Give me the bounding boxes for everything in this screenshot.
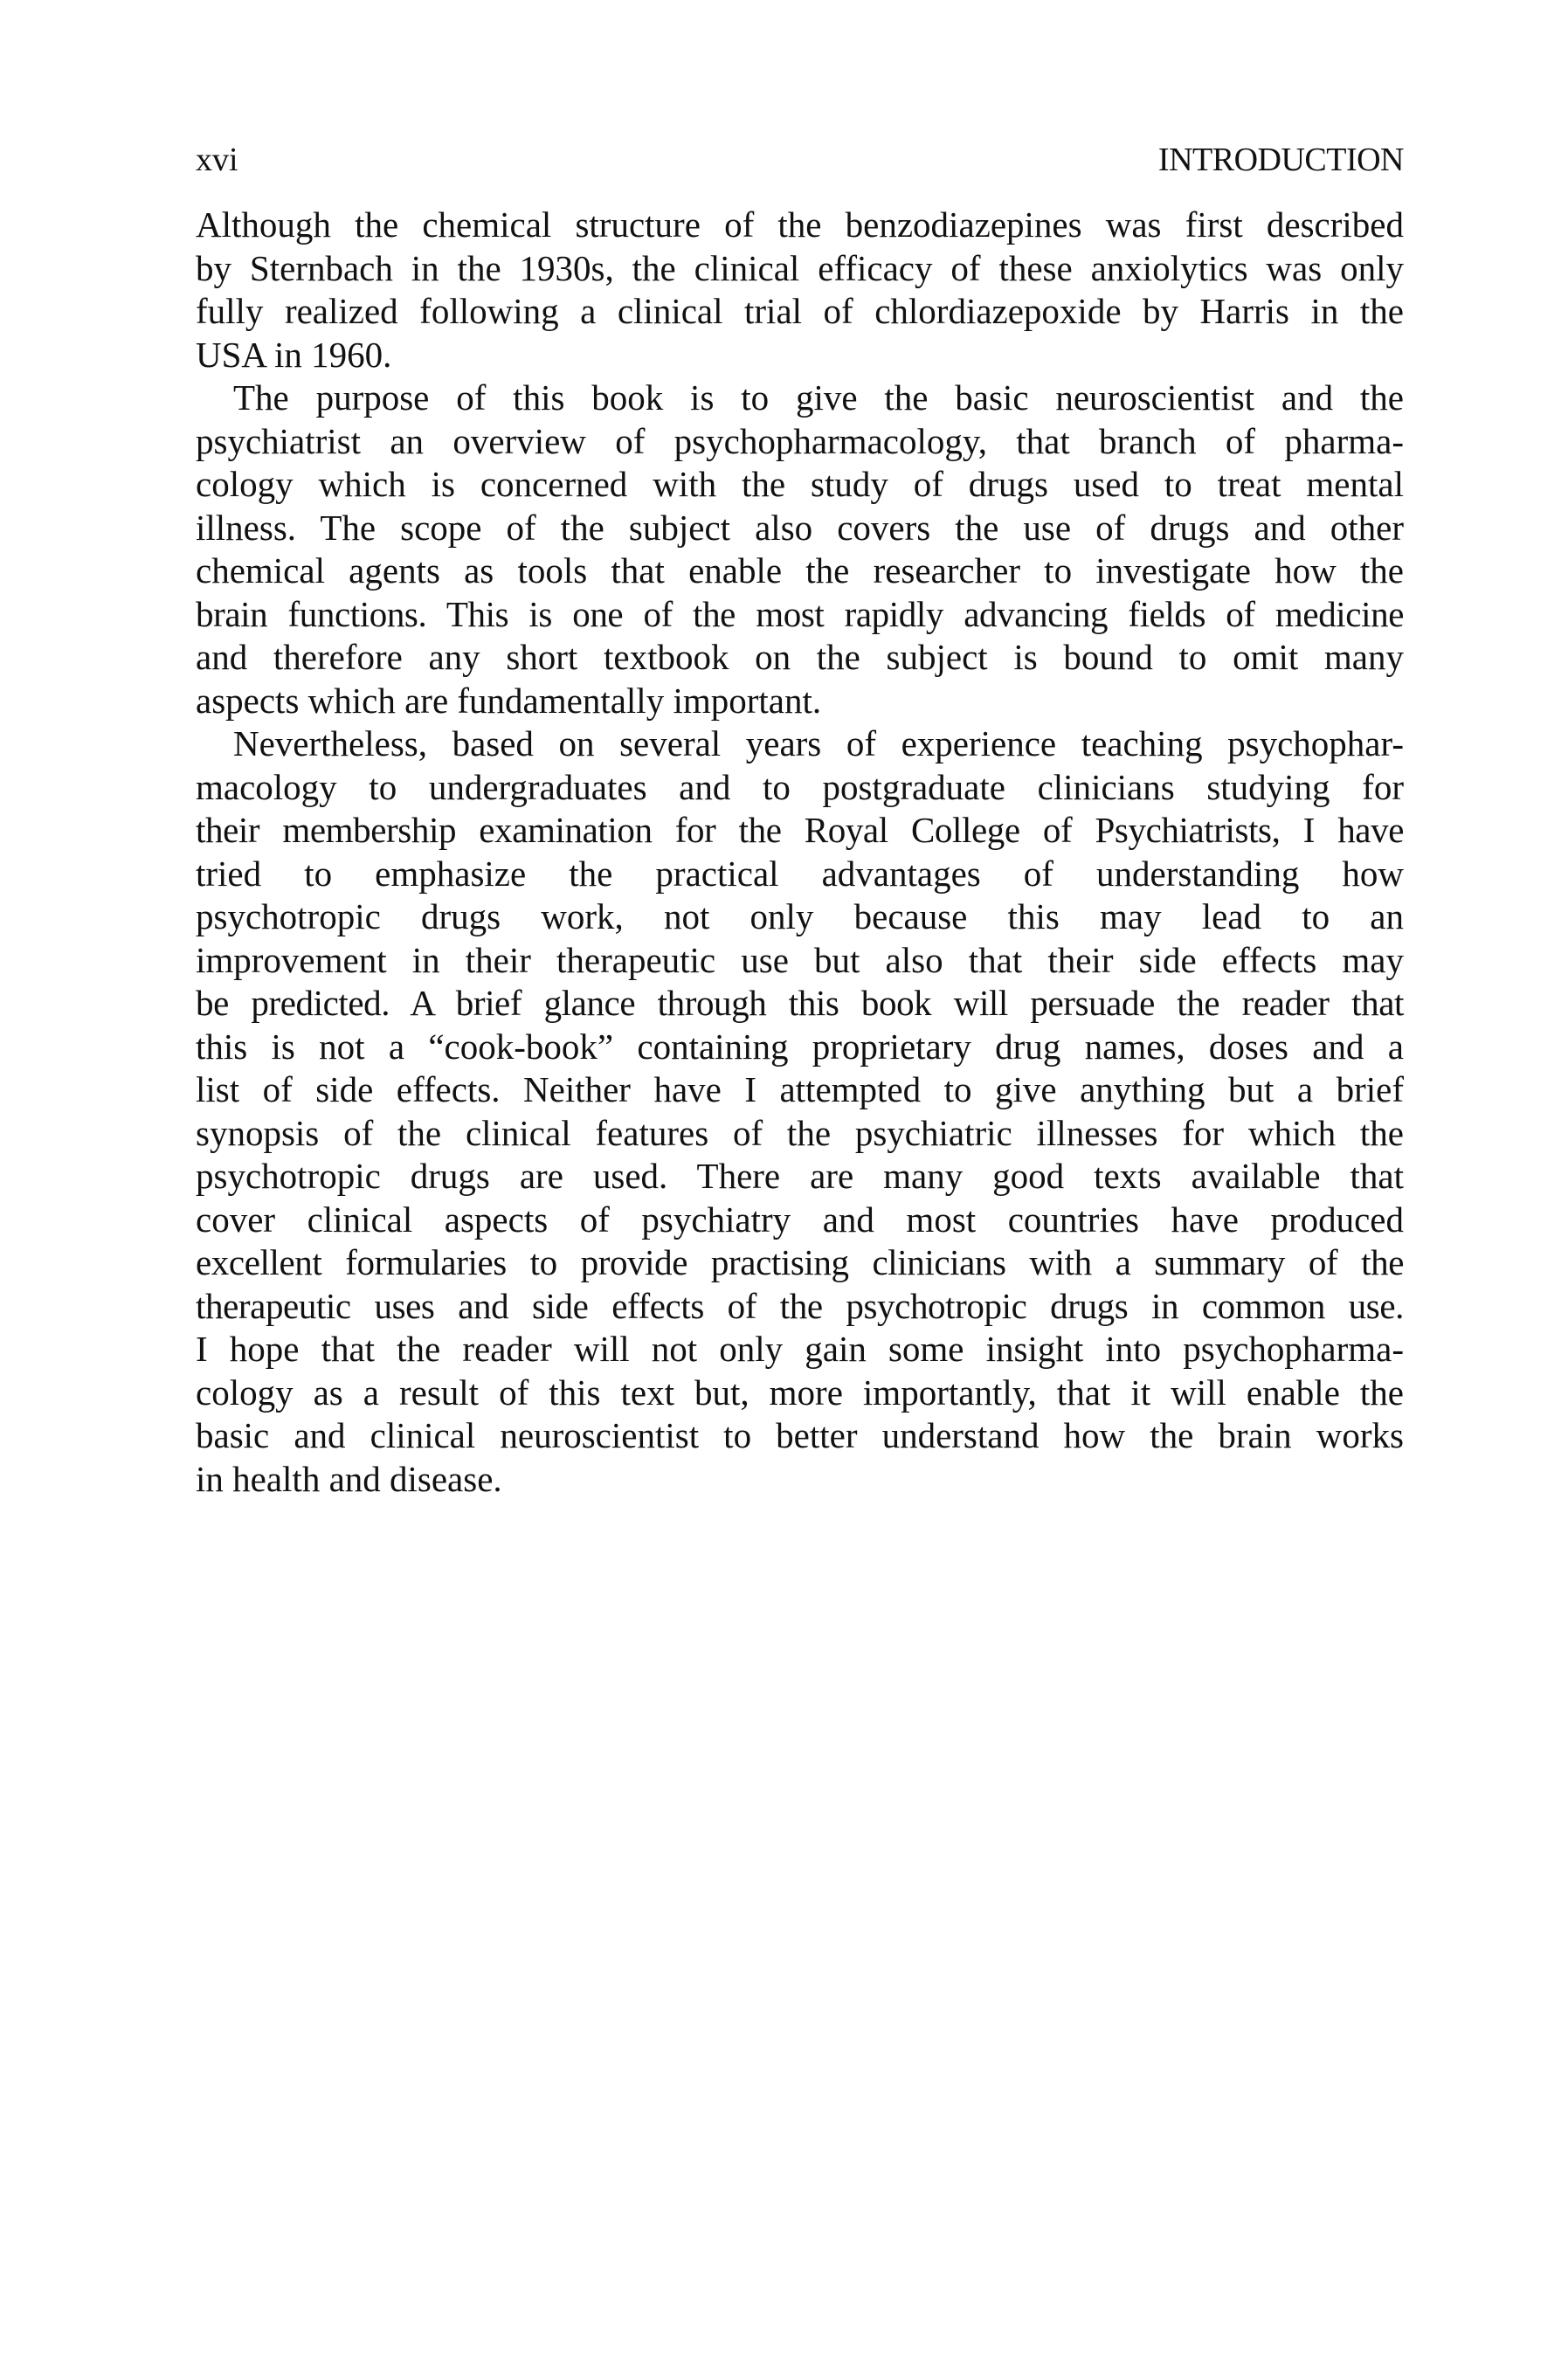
- text-line: chemical agents as tools that enable the researcher to investigate how the: [196, 550, 1404, 591]
- text-line: psychiatrist an overview of psychopharmacology, that branch of pharma-: [196, 420, 1404, 461]
- text-line: tried to emphasize the practical advantages of understanding how: [196, 853, 1404, 894]
- text-line: cover clinical aspects of psychiatry and most countries have produced: [196, 1199, 1404, 1240]
- text-line: macology to undergraduates and to postgraduate clinicians studying for: [196, 766, 1404, 807]
- running-head: [196, 138, 1404, 182]
- text-line: synopsis of the clinical features of the psychiatric illnesses for which the: [196, 1112, 1404, 1153]
- text-line: Although the chemical structure of the benzodiazepines was first described: [196, 204, 1404, 245]
- text-line: improvement in their therapeutic use but also that their side effects may: [196, 939, 1404, 980]
- paragraph-2: [196, 377, 1404, 722]
- paragraph-1: [196, 204, 1404, 377]
- text-line: Nevertheless, based on several years of experience teaching psychophar-: [233, 723, 1404, 763]
- text-line: psychotropic drugs work, not only because this may lead to an: [196, 896, 1404, 936]
- text-line: aspects which are fundamentally important.: [196, 680, 822, 721]
- text-line: basic and clinical neuroscientist to better understand how the brain works: [196, 1415, 1404, 1455]
- section-title: INTRODUCTION: [1157, 142, 1404, 178]
- text-line: I hope that the reader will not only gain some insight into psychopharma-: [196, 1329, 1404, 1369]
- text-line: this is not a “cook-book” containing proprietary drug names, doses and a: [196, 1026, 1404, 1067]
- text-line: therapeutic uses and side effects of the psychotropic drugs in common use.: [196, 1285, 1404, 1326]
- page-number: xvi: [196, 142, 238, 178]
- text-line: their membership examination for the Royal College of Psychiatrists, I have: [196, 810, 1404, 850]
- text-line: in health and disease.: [196, 1458, 502, 1499]
- paragraph-3: [196, 722, 1404, 1501]
- text-line: and therefore any short textbook on the subject is bound to omit many: [196, 637, 1404, 677]
- text-line: fully realized following a clinical trial of chlordiazepoxide by Harris in the: [196, 291, 1404, 331]
- text-line: USA in 1960.: [196, 334, 392, 375]
- text-line: The purpose of this book is to give the basic neuroscientist and the: [233, 377, 1404, 418]
- text-line: psychotropic drugs are used. There are many good texts available that: [196, 1156, 1404, 1196]
- text-line: excellent formularies to provide practising clinicians with a summary of the: [196, 1242, 1404, 1282]
- body-text: [196, 204, 1404, 1501]
- text-line: be predicted. A brief glance through this book will persuade the reader that: [196, 983, 1404, 1023]
- text-line: by Sternbach in the 1930s, the clinical efficacy of these anxiolytics was only: [196, 247, 1404, 288]
- text-line: brain functions. This is one of the most rapidly advancing fields of medicine: [196, 593, 1404, 634]
- text-line: illness. The scope of the subject also covers the use of drugs and other: [196, 507, 1404, 548]
- text-line: list of side effects. Neither have I attempted to give anything but a brief: [196, 1069, 1404, 1109]
- text-line: cology which is concerned with the study of drugs used to treat mental: [196, 464, 1404, 504]
- text-line: cology as a result of this text but, more importantly, that it will enable the: [196, 1372, 1404, 1413]
